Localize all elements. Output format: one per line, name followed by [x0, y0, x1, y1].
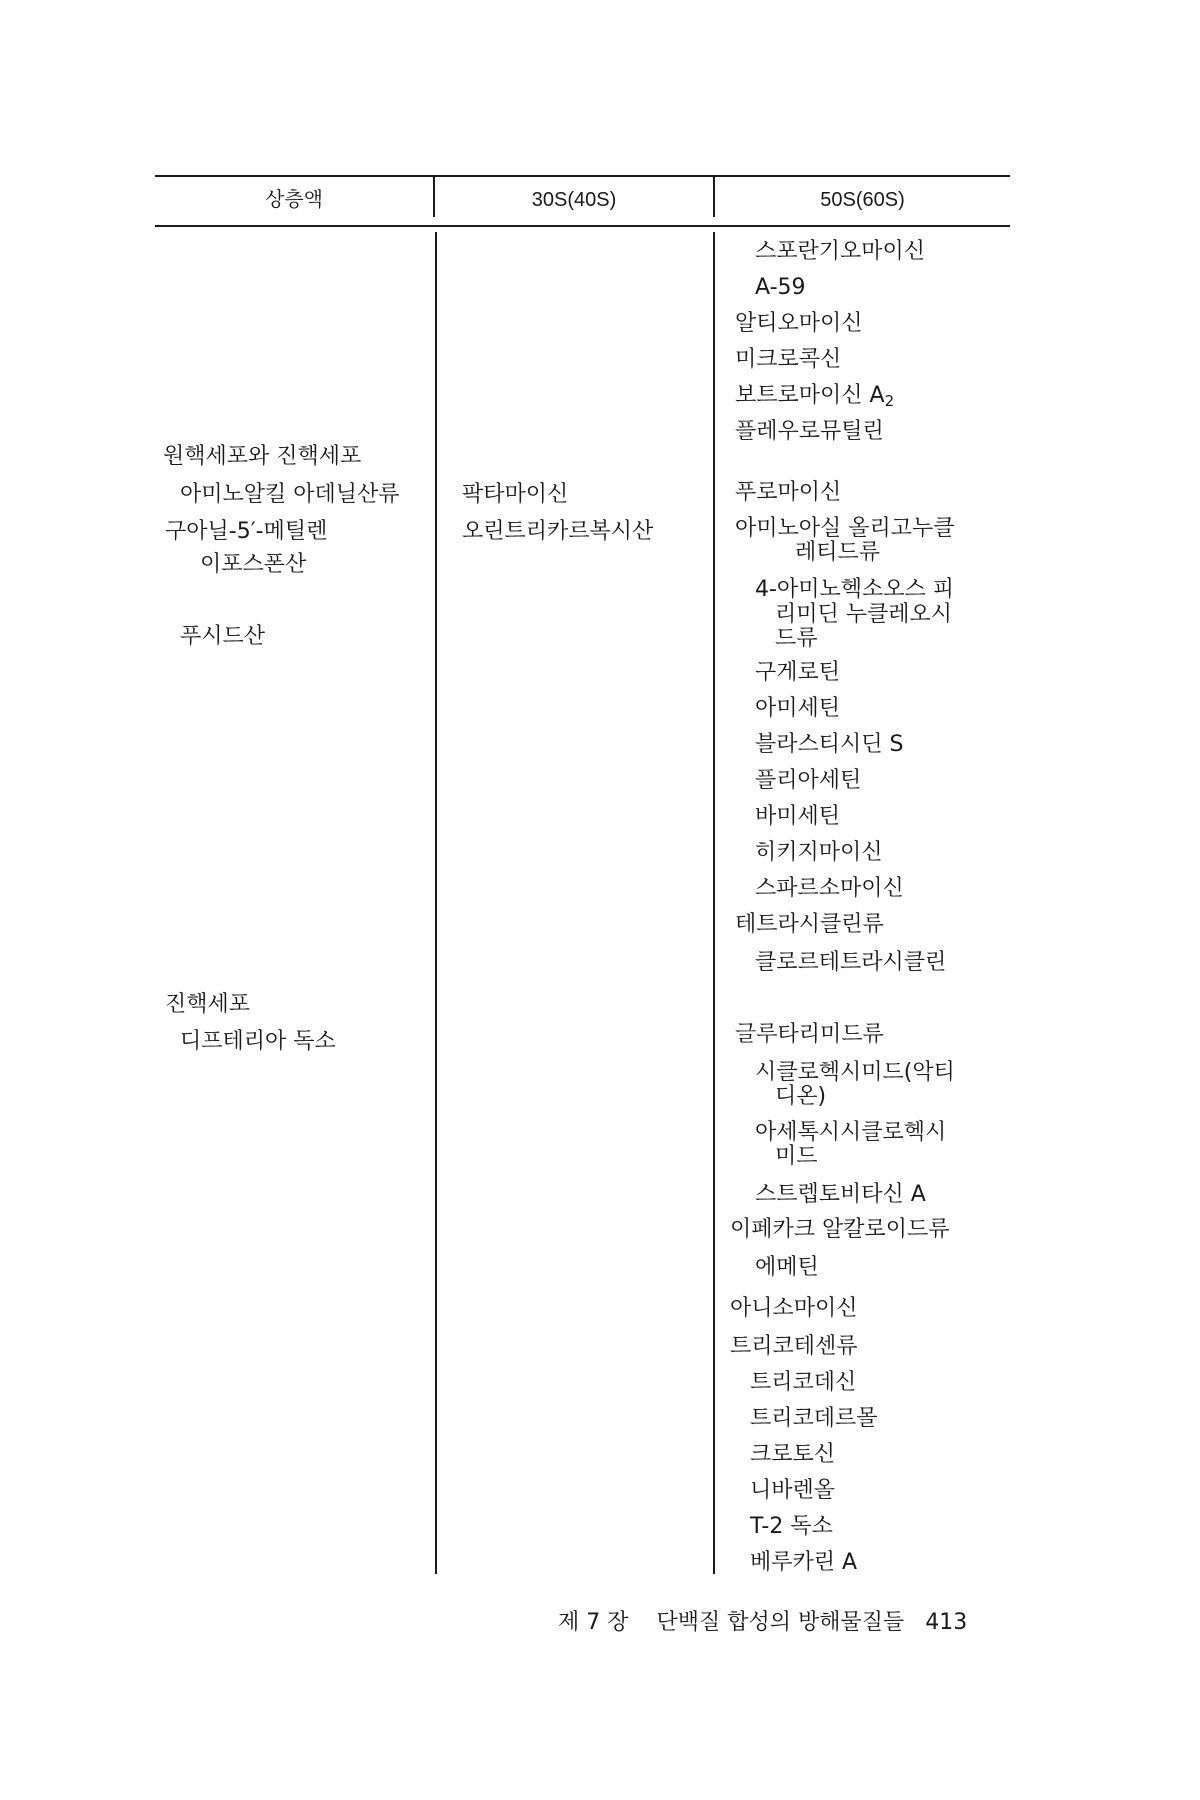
- col3-item: 스트렙토비타신 A: [755, 1182, 926, 1207]
- col3-item: T-2 독소: [750, 1514, 833, 1539]
- col3-item: 미드: [775, 1144, 818, 1169]
- col3-item: 니바렌올: [750, 1478, 836, 1503]
- col3-item: 레티드류: [795, 540, 881, 565]
- table-top-rule: [155, 175, 1010, 177]
- col3-item: 드류: [775, 626, 818, 651]
- col3-item: 아니소마이신: [730, 1296, 858, 1321]
- col3-item: 이페카크 알칼로이드류: [730, 1217, 950, 1242]
- col1-item: 이포스폰산: [200, 552, 307, 577]
- chapter-label: 제 7 장: [558, 1610, 629, 1635]
- col3-item: 바미세틴: [755, 804, 841, 829]
- col1-item: 원핵세포와 진핵세포: [163, 444, 362, 469]
- col3-item: 아미세틴: [755, 696, 841, 721]
- col3-item: 아세톡시시클로헥시: [755, 1120, 947, 1145]
- col3-item: 크로토신: [750, 1442, 836, 1467]
- column-header-supernatant: 상층액: [265, 189, 323, 211]
- col3-item: 시클로헥시미드(악티: [755, 1060, 955, 1085]
- col3-item: 플리아세틴: [755, 768, 862, 793]
- col2-item: 오린트리카르복시산: [462, 519, 654, 544]
- col3-item: 에메틴: [755, 1255, 819, 1280]
- page-footer: [558, 1608, 967, 1638]
- col3-item: 4-아미노헥소오스 피: [755, 577, 954, 602]
- page-number: 413: [925, 1610, 968, 1635]
- col3-item: 푸로마이신: [735, 480, 842, 505]
- col3-item: 베루카린 A: [750, 1550, 858, 1575]
- col1-item: 아미노알킬 아데닐산류: [180, 482, 400, 507]
- col3-item: 트리코데르몰: [750, 1406, 878, 1431]
- column-header-50s: 50S(60S): [820, 189, 905, 211]
- col3-item: 스파르소마이신: [755, 876, 904, 901]
- column-divider-body-2: [713, 232, 715, 1574]
- col3-item: 디온): [775, 1084, 827, 1109]
- col1-item: 진핵세포: [165, 992, 251, 1017]
- col3-item: 테트라시클린류: [735, 912, 884, 937]
- chapter-title: 단백질 합성의 방해물질들: [656, 1610, 905, 1635]
- col3-item: 아미노아실 올리고누클: [735, 516, 955, 541]
- col1-item: 디프테리아 독소: [180, 1029, 336, 1054]
- col3-item: 리미딘 누클레오시: [775, 602, 953, 627]
- col3-item: 스포란기오마이신: [755, 239, 926, 264]
- col3-item: 히키지마이신: [755, 840, 883, 865]
- subscript: 2: [884, 392, 895, 410]
- col3-item: [735, 384, 894, 413]
- col3-item-text: 보트로마이신 A: [735, 383, 885, 408]
- col3-item: 알티오마이신: [735, 311, 863, 336]
- col1-item: 구아닐-5′-메틸렌: [165, 519, 328, 544]
- column-divider-body-1: [435, 232, 437, 1574]
- header-bottom-rule: [155, 225, 1010, 227]
- col3-item: A-59: [755, 275, 806, 300]
- col3-item: 미크로콕신: [735, 347, 842, 372]
- col1-item: 푸시드산: [180, 624, 266, 649]
- col3-item: 트리코테센류: [730, 1334, 858, 1359]
- col3-item: 트리코데신: [750, 1370, 857, 1395]
- col3-item: 클로르테트라시클린: [755, 950, 947, 975]
- col3-item: 플레우로뮤틸린: [735, 419, 884, 444]
- col3-item: 구게로틴: [755, 660, 841, 685]
- col3-item: 블라스티시딘 S: [755, 732, 904, 757]
- col2-item: 팍타마이신: [462, 482, 569, 507]
- col3-item: 글루타리미드류: [735, 1022, 884, 1047]
- column-header-30s: 30S(40S): [531, 189, 617, 211]
